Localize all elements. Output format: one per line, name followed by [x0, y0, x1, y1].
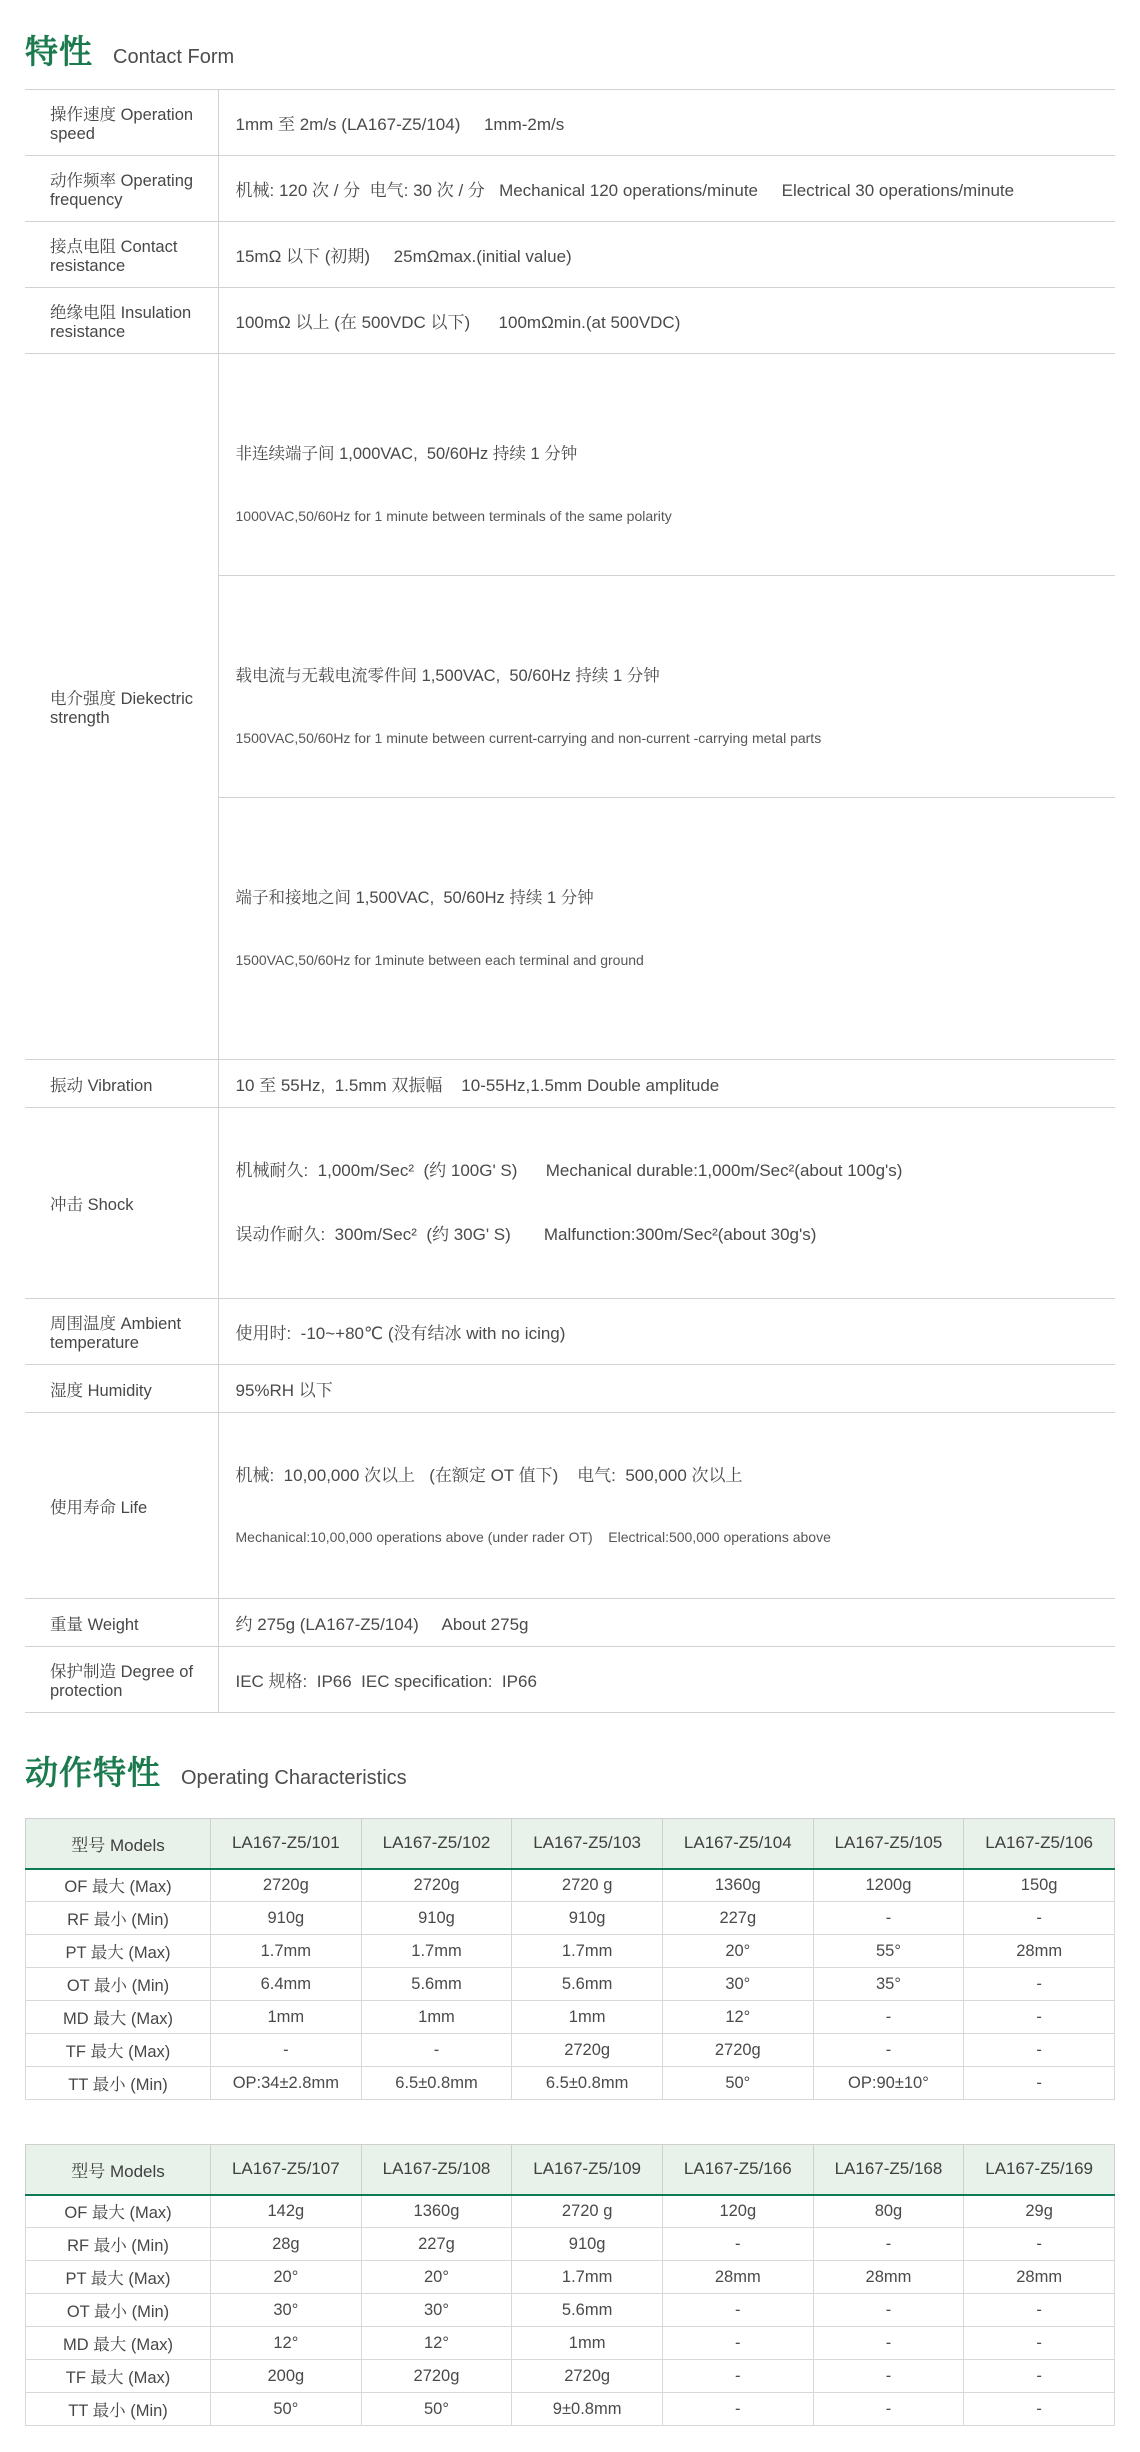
value-cell: 2720g — [211, 1869, 362, 1902]
operating-characteristics-heading — [25, 1747, 1115, 1794]
life-en: Mechanical:10,00,000 operations above (under rader OT) Electrical:500,000 operations above — [235, 1529, 831, 1545]
value-cell: 1mm — [361, 2001, 512, 2034]
characteristic-row — [26, 2327, 1115, 2360]
operating-table-models-107-169 — [25, 2144, 1115, 2426]
value-cell: 28mm — [662, 2261, 813, 2294]
value-cell: 5.6mm — [512, 2294, 663, 2327]
spec-row-vibration — [25, 1060, 1115, 1108]
value-cell: 910g — [512, 2228, 663, 2261]
subrow-zh: 非连续端子间 1,000VAC, 50/60Hz 持续 1 分钟 — [235, 445, 578, 463]
subrow-en: 1500VAC,50/60Hz for 1minute between each terminal and ground — [235, 952, 644, 968]
model-column-header: LA167-Z5/105 — [813, 1819, 964, 1869]
spec-label: 使用寿命 Life — [25, 1413, 218, 1599]
model-column-header: LA167-Z5/103 — [512, 1819, 663, 1869]
spec-label: 重量 Weight — [25, 1599, 218, 1647]
spec-value: 1mm 至 2m/s (LA167-Z5/104) 1mm-2m/s — [218, 90, 1115, 156]
value-cell: 20° — [211, 2261, 362, 2294]
characteristic-row — [26, 2034, 1115, 2067]
spec-label: 接点电阻 Contact resistance — [25, 222, 218, 288]
row-label-cell: OF 最大 (Max) — [26, 2195, 211, 2228]
value-cell: - — [964, 1968, 1115, 2001]
value-cell: 12° — [211, 2327, 362, 2360]
characteristic-row — [26, 1935, 1115, 1968]
value-cell: - — [813, 2228, 964, 2261]
model-column-header: LA167-Z5/108 — [361, 2145, 512, 2195]
value-cell: 2720 g — [512, 2195, 663, 2228]
spec-label: 周围温度 Ambient temperature — [25, 1299, 218, 1365]
value-cell: 55° — [813, 1935, 964, 1968]
value-cell: 50° — [211, 2393, 362, 2426]
dielectric-subrow — [219, 394, 1116, 576]
row-label-cell: TT 最小 (Min) — [26, 2393, 211, 2426]
value-cell: 1.7mm — [512, 1935, 663, 1968]
value-cell: - — [964, 2360, 1115, 2393]
value-cell: 2720g — [662, 2034, 813, 2067]
value-cell: - — [964, 2393, 1115, 2426]
value-cell: 120g — [662, 2195, 813, 2228]
value-cell: - — [964, 2327, 1115, 2360]
value-cell: - — [662, 2393, 813, 2426]
spec-row-degree-of-protection — [25, 1647, 1115, 1713]
value-cell: - — [662, 2294, 813, 2327]
value-cell: OP:34±2.8mm — [211, 2067, 362, 2100]
row-label-cell: OF 最大 (Max) — [26, 1869, 211, 1902]
characteristic-row — [26, 1869, 1115, 1902]
characteristic-row — [26, 2261, 1115, 2294]
value-cell: 2720g — [361, 2360, 512, 2393]
value-cell: 910g — [211, 1902, 362, 1935]
models-label-header: 型号 Models — [26, 1819, 211, 1869]
value-cell: 150g — [964, 1869, 1115, 1902]
subrow-en: 1000VAC,50/60Hz for 1 minute between terminals of the same polarity — [235, 508, 672, 524]
value-cell: 1mm — [512, 2001, 663, 2034]
value-cell: 28mm — [813, 2261, 964, 2294]
characteristic-row — [26, 2067, 1115, 2100]
row-label-cell: TT 最小 (Min) — [26, 2067, 211, 2100]
row-label-cell: MD 最大 (Max) — [26, 2001, 211, 2034]
spec-row-dielectric-strength — [25, 354, 1115, 1060]
value-cell: 1mm — [211, 2001, 362, 2034]
row-label-cell: RF 最小 (Min) — [26, 1902, 211, 1935]
spec-label: 保护制造 Degree of protection — [25, 1647, 218, 1713]
contact-form-table — [25, 89, 1115, 1713]
value-cell: 30° — [211, 2294, 362, 2327]
spec-value: 95%RH 以下 — [218, 1365, 1115, 1413]
value-cell: 227g — [361, 2228, 512, 2261]
spec-value-group — [218, 354, 1115, 1060]
value-cell: - — [662, 2228, 813, 2261]
value-cell: 9±0.8mm — [512, 2393, 663, 2426]
spec-row-contact-resistance — [25, 222, 1115, 288]
value-cell: - — [361, 2034, 512, 2067]
row-label-cell: TF 最大 (Max) — [26, 2360, 211, 2393]
value-cell: - — [813, 2034, 964, 2067]
characteristic-row — [26, 2294, 1115, 2327]
value-cell: - — [211, 2034, 362, 2067]
value-cell: 50° — [662, 2067, 813, 2100]
characteristic-row — [26, 2393, 1115, 2426]
spec-value: IEC 规格: IP66 IEC specification: IP66 — [218, 1647, 1115, 1713]
value-cell: 6.5±0.8mm — [361, 2067, 512, 2100]
value-cell: 28mm — [964, 1935, 1115, 1968]
value-cell: 6.4mm — [211, 1968, 362, 2001]
characteristic-row — [26, 2228, 1115, 2261]
value-cell: 2720 g — [512, 1869, 663, 1902]
spec-label: 绝缘电阻 Insulation resistance — [25, 288, 218, 354]
value-cell: 2720g — [512, 2034, 663, 2067]
spec-row-weight — [25, 1599, 1115, 1647]
spec-value: 15mΩ 以下 (初期) 25mΩmax.(initial value) — [218, 222, 1115, 288]
spec-label: 操作速度 Operation speed — [25, 90, 218, 156]
value-cell: - — [964, 1902, 1115, 1935]
value-cell: 12° — [361, 2327, 512, 2360]
dielectric-subrow — [219, 616, 1116, 798]
model-column-header: LA167-Z5/101 — [211, 1819, 362, 1869]
subrow-zh: 载电流与无载电流零件间 1,500VAC, 50/60Hz 持续 1 分钟 — [235, 667, 660, 685]
value-cell: 35° — [813, 1968, 964, 2001]
section-title-zh: 动作特性 — [25, 1754, 161, 1791]
value-cell: OP:90±10° — [813, 2067, 964, 2100]
value-cell: - — [964, 2067, 1115, 2100]
characteristic-row — [26, 2360, 1115, 2393]
value-cell: 28mm — [964, 2261, 1115, 2294]
value-cell: 1mm — [512, 2327, 663, 2360]
characteristic-row — [26, 2195, 1115, 2228]
subrow-en: 1500VAC,50/60Hz for 1 minute between current-carrying and non-current -carrying metal parts — [235, 730, 822, 746]
spec-row-life — [25, 1413, 1115, 1599]
characteristic-row — [26, 2001, 1115, 2034]
model-column-header: LA167-Z5/169 — [964, 2145, 1115, 2195]
value-cell: 30° — [361, 2294, 512, 2327]
value-cell: 30° — [662, 1968, 813, 2001]
spec-value: 100mΩ 以上 (在 500VDC 以下) 100mΩmin.(at 500VDC) — [218, 288, 1115, 354]
section-title-en: Operating Characteristics — [181, 1767, 407, 1789]
spec-row-operation-speed — [25, 90, 1115, 156]
value-cell: 20° — [662, 1935, 813, 1968]
dielectric-subrow — [219, 838, 1116, 1019]
spec-row-humidity — [25, 1365, 1115, 1413]
spec-value — [218, 1413, 1115, 1599]
value-cell: 1360g — [361, 2195, 512, 2228]
row-label-cell: OT 最小 (Min) — [26, 2294, 211, 2327]
section-title-zh: 特性 — [25, 33, 93, 70]
row-label-cell: OT 最小 (Min) — [26, 1968, 211, 2001]
value-cell: 5.6mm — [361, 1968, 512, 2001]
value-cell: 5.6mm — [512, 1968, 663, 2001]
value-cell: 142g — [211, 2195, 362, 2228]
value-cell: - — [662, 2360, 813, 2393]
value-cell: 50° — [361, 2393, 512, 2426]
value-cell: - — [813, 2327, 964, 2360]
value-cell: 1200g — [813, 1869, 964, 1902]
value-cell: 910g — [512, 1902, 663, 1935]
model-column-header: LA167-Z5/104 — [662, 1819, 813, 1869]
subrow-zh: 端子和接地之间 1,500VAC, 50/60Hz 持续 1 分钟 — [235, 889, 594, 907]
characteristic-row — [26, 1902, 1115, 1935]
value-cell: 20° — [361, 2261, 512, 2294]
shock-line-mechanical: 机械耐久: 1,000m/Sec² (约 100G' S) Mechanical durable:1,000m/Sec²(about 100g's) — [235, 1161, 903, 1180]
spec-row-operating-frequency — [25, 156, 1115, 222]
model-column-header: LA167-Z5/107 — [211, 2145, 362, 2195]
value-cell: 12° — [662, 2001, 813, 2034]
spec-value: 约 275g (LA167-Z5/104) About 275g — [218, 1599, 1115, 1647]
spec-row-shock — [25, 1108, 1115, 1299]
value-cell: 80g — [813, 2195, 964, 2228]
value-cell: - — [813, 2393, 964, 2426]
operating-characteristics-section — [25, 1747, 1115, 2426]
row-label-cell: PT 最大 (Max) — [26, 2261, 211, 2294]
spec-row-ambient-temperature — [25, 1299, 1115, 1365]
characteristic-row — [26, 1968, 1115, 2001]
value-cell: 1.7mm — [211, 1935, 362, 1968]
header-row — [26, 2145, 1115, 2195]
model-column-header: LA167-Z5/106 — [964, 1819, 1115, 1869]
spec-label: 振动 Vibration — [25, 1060, 218, 1108]
row-label-cell: TF 最大 (Max) — [26, 2034, 211, 2067]
spec-label: 动作频率 Operating frequency — [25, 156, 218, 222]
operating-table-models-101-106 — [25, 1818, 1115, 2100]
models-label-header: 型号 Models — [26, 2145, 211, 2195]
value-cell: - — [813, 2294, 964, 2327]
value-cell: 227g — [662, 1902, 813, 1935]
spec-row-insulation-resistance — [25, 288, 1115, 354]
life-zh: 机械: 10,00,000 次以上 (在额定 OT 值下) 电气: 500,000 次以上 — [235, 1466, 743, 1485]
spec-label: 冲击 Shock — [25, 1108, 218, 1299]
model-column-header: LA167-Z5/102 — [361, 1819, 512, 1869]
value-cell: - — [964, 2034, 1115, 2067]
value-cell: 28g — [211, 2228, 362, 2261]
contact-form-heading — [25, 26, 1115, 73]
section-title-en: Contact Form — [113, 46, 235, 68]
model-column-header: LA167-Z5/168 — [813, 2145, 964, 2195]
value-cell: - — [964, 2228, 1115, 2261]
value-cell: - — [662, 2327, 813, 2360]
row-label-cell: MD 最大 (Max) — [26, 2327, 211, 2360]
value-cell: - — [964, 2001, 1115, 2034]
value-cell: 1360g — [662, 1869, 813, 1902]
header-row — [26, 1819, 1115, 1869]
spec-value: 机械: 120 次 / 分 电气: 30 次 / 分 Mechanical 120 operations/minute Electrical 30 operations/minute — [218, 156, 1115, 222]
shock-line-malfunction: 误动作耐久: 300m/Sec² (约 30G' S) Malfunction:300m/Sec²(about 30g's) — [235, 1225, 817, 1244]
value-cell: 6.5±0.8mm — [512, 2067, 663, 2100]
spec-value: 10 至 55Hz, 1.5mm 双振幅 10-55Hz,1.5mm Double amplitude — [218, 1060, 1115, 1108]
model-column-header: LA167-Z5/109 — [512, 2145, 663, 2195]
value-cell: 1.7mm — [512, 2261, 663, 2294]
value-cell: 910g — [361, 1902, 512, 1935]
value-cell: - — [813, 2001, 964, 2034]
row-label-cell: PT 最大 (Max) — [26, 1935, 211, 1968]
value-cell: - — [964, 2294, 1115, 2327]
value-cell: 1.7mm — [361, 1935, 512, 1968]
value-cell: 2720g — [361, 1869, 512, 1902]
value-cell: - — [813, 1902, 964, 1935]
value-cell: - — [813, 2360, 964, 2393]
spec-value: 使用时: -10~+80℃ (没有结冰 with no icing) — [218, 1299, 1115, 1365]
value-cell: 29g — [964, 2195, 1115, 2228]
value-cell: 2720g — [512, 2360, 663, 2393]
spec-value — [218, 1108, 1115, 1299]
value-cell: 200g — [211, 2360, 362, 2393]
spec-label: 电介强度 Diekectric strength — [25, 354, 218, 1060]
model-column-header: LA167-Z5/166 — [662, 2145, 813, 2195]
row-label-cell: RF 最小 (Min) — [26, 2228, 211, 2261]
spec-label: 湿度 Humidity — [25, 1365, 218, 1413]
